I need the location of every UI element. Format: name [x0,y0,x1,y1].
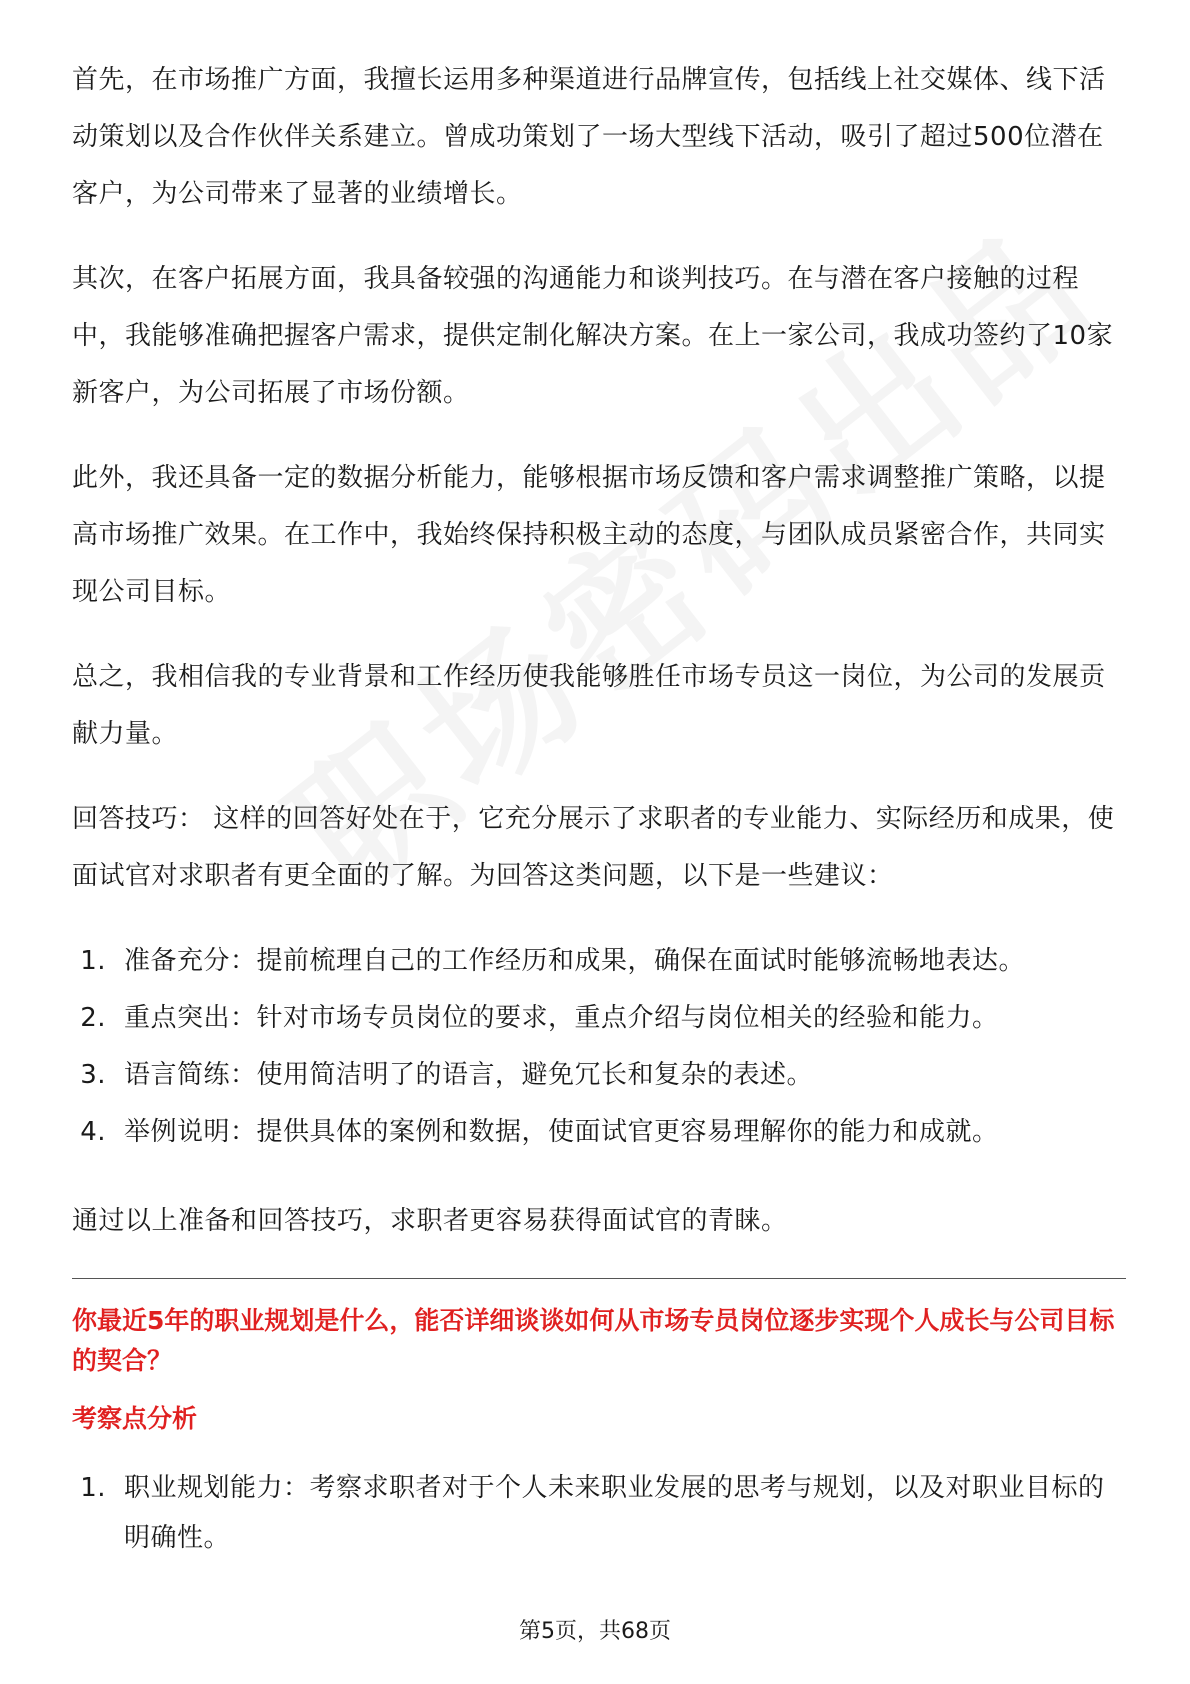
analysis-list [72,1463,1122,1563]
page-footer: 第5页，共68页 [519,1619,671,1644]
list-number: 4. [80,1117,106,1147]
paragraph-closing: 通过以上准备和回答技巧，求职者更容易获得面试官的青睐。 [72,1206,788,1236]
list-text: 准备充分：提前梳理自己的工作经历和成果，确保在面试时能够流畅地表达。 [124,946,1026,976]
list-item [72,1463,1122,1563]
interview-question: 你最近5年的职业规划是什么，能否详细谈谈如何从市场专员岗位逐步实现个人成长与公司目标的契合？ [72,1306,1115,1375]
list-item [72,933,1122,990]
document-page [72,52,1122,1563]
list-number: 1. [80,946,106,976]
list-item [72,990,1122,1047]
list-item [72,1104,1122,1161]
list-text: 语言简练：使用简洁明了的语言，避免冗长和复杂的表述。 [124,1060,814,1090]
paragraph-data-analysis: 此外，我还具备一定的数据分析能力，能够根据市场反馈和客户需求调整推广策略，以提高市场推广效果。在工作中，我始终保持积极主动的态度，与团队成员紧密合作，共同实现公司目标。 [72,463,1106,607]
paragraph-summary: 总之，我相信我的专业背景和工作经历使我能够胜任市场专员这一岗位，为公司的发展贡献力量。 [72,662,1106,749]
section-divider [72,1278,1126,1279]
analysis-heading: 考察点分析 [72,1404,198,1433]
list-text: 重点突出：针对市场专员岗位的要求，重点介绍与岗位相关的经验和能力。 [124,1003,999,1033]
tips-list [72,933,1122,1161]
list-text: 举例说明：提供具体的案例和数据，使面试官更容易理解你的能力和成就。 [124,1117,999,1147]
list-item [72,1047,1122,1104]
paragraph-client-expansion: 其次，在客户拓展方面，我具备较强的沟通能力和谈判技巧。在与潜在客户接触的过程中，我能够准确把握客户需求，提供定制化解决方案。在上一家公司，我成功签约了10家新客户，为公司拓展了市场份额。 [72,264,1114,408]
list-number: 1. [80,1473,106,1503]
list-text: 职业规划能力：考察求职者对于个人未来职业发展的思考与规划，以及对职业目标的明确性。 [124,1473,1105,1553]
paragraph-marketing: 首先，在市场推广方面，我擅长运用多种渠道进行品牌宣传，包括线上社交媒体、线下活动策划以及合作伙伴关系建立。曾成功策划了一场大型线下活动，吸引了超过500位潜在客户，为公司带来了显著的业绩增长。 [72,65,1106,209]
paragraph-answer-tips: 回答技巧： 这样的回答好处在于，它充分展示了求职者的专业能力、实际经历和成果，使面试官对求职者有更全面的了解。为回答这类问题，以下是一些建议： [72,804,1115,891]
list-number: 3. [80,1060,106,1090]
list-number: 2. [80,1003,106,1033]
